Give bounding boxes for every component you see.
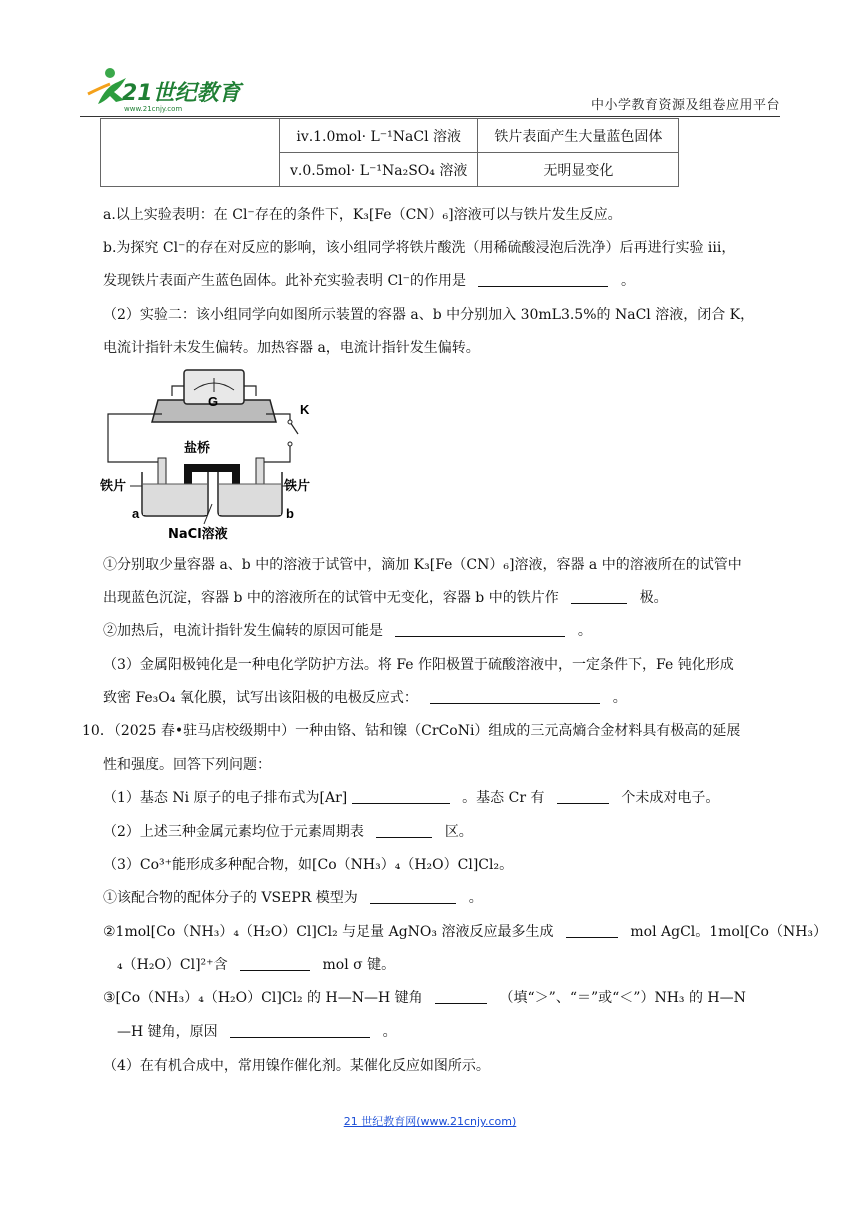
- text-line: [103, 922, 827, 942]
- text-segment: （1）基态 Ni 原子的电子排布式为[Ar]: [103, 790, 348, 806]
- answer-blank[interactable]: [571, 589, 627, 604]
- text-segment: 区。: [444, 824, 473, 840]
- solution-label: NaCl溶液: [168, 527, 228, 542]
- answer-blank[interactable]: [395, 622, 565, 637]
- text-segment: 发现铁片表面产生蓝色固体。此补充实验表明 Cl⁻的作用是: [103, 273, 467, 289]
- text-segment: ₄（H₂O）Cl]²⁺含: [117, 957, 228, 973]
- experiment-table: [100, 118, 679, 187]
- text-line: [103, 788, 719, 808]
- table-cell-solution: ⅳ.1.0mol· L⁻¹NaCl 溶液: [280, 119, 478, 153]
- text-line: ①分别取少量容器 a、b 中的溶液于试管中，滴加 K₃[Fe（CN）₆]溶液，容器 a 中的溶液所在的试管中: [103, 557, 742, 573]
- text-line: （3）金属阳极钝化是一种电化学防护方法。将 Fe 作阳极置于硫酸溶液中，一定条件下，Fe 钝化形成: [103, 657, 734, 673]
- answer-blank[interactable]: [478, 272, 608, 287]
- text-segment: 。: [382, 1024, 397, 1040]
- question-10-stem: 10．（2025 春•驻马店校级期中）一种由铬、钴和镍（CrCoNi）组成的三元高熵合金材料具有极高的延展: [82, 723, 741, 739]
- text-line: a.以上实验表明：在 Cl⁻存在的条件下，K₃[Fe（CN）₆]溶液可以与铁片发生反应。: [103, 207, 622, 223]
- answer-blank[interactable]: [230, 1023, 370, 1038]
- text-segment: ②加热后，电流计指针发生偏转的原因可能是: [103, 623, 383, 639]
- table-cell-result: 无明显变化: [478, 153, 679, 187]
- page-header: [80, 64, 780, 117]
- text-segment: mol σ 键。: [322, 957, 396, 973]
- text-line: 性和强度。回答下列问题：: [103, 757, 271, 773]
- text-segment: （填“＞”、“＝”或“＜”）NH₃ 的 H—N: [499, 990, 746, 1006]
- text-segment: 。基态 Cr 有: [462, 790, 545, 806]
- text-segment: ③[Co（NH₃）₄（H₂O）Cl]Cl₂ 的 H—N—H 键角: [103, 990, 423, 1006]
- right-plate-label: 铁片: [284, 479, 311, 494]
- text-line: [103, 588, 668, 608]
- answer-blank[interactable]: [435, 989, 487, 1004]
- text-segment: 致密 Fe₃O₄ 氧化膜，试写出该阳极的电极反应式：: [103, 690, 418, 706]
- text-segment: 。: [612, 690, 627, 706]
- table-cell-solution: ⅴ.0.5mol· L⁻¹Na₂SO₄ 溶液: [280, 153, 478, 187]
- switch-label: K: [300, 402, 310, 417]
- text-segment: 。: [577, 623, 592, 639]
- text-line: （4）在有机合成中，常用镍作催化剂。某催化反应如图所示。: [103, 1058, 490, 1074]
- text-line: [117, 955, 395, 975]
- text-line: 电流计指针未发生偏转。加热容器 a，电流计指针发生偏转。: [103, 340, 480, 356]
- text-line: [117, 1022, 397, 1042]
- text-line: [103, 822, 473, 842]
- table-row: [101, 119, 679, 153]
- logo-text: 21世纪教育: [122, 81, 241, 106]
- text-segment: 出现蓝色沉淀，容器 b 中的溶液所在的试管中无变化，容器 b 中的铁片作: [103, 590, 559, 606]
- platform-name: 中小学教育资源及组卷应用平台: [590, 98, 780, 113]
- answer-blank[interactable]: [240, 956, 310, 971]
- text-segment: 个未成对电子。: [621, 790, 720, 806]
- text-segment: ①该配合物的配体分子的 VSEPR 模型为: [103, 890, 358, 906]
- salt-bridge-label: 盐桥: [184, 441, 211, 456]
- text-segment: —H 键角，原因: [117, 1024, 218, 1040]
- answer-blank[interactable]: [566, 923, 618, 938]
- page-footer: [0, 1113, 860, 1129]
- text-line: [103, 621, 592, 641]
- table-cell-blank: [101, 119, 280, 187]
- answer-blank[interactable]: [557, 789, 609, 804]
- table-cell-result: 铁片表面产生大量蓝色固体: [478, 119, 679, 153]
- text-line: （3）Co³⁺能形成多种配合物，如[Co（NH₃）₄（H₂O）Cl]Cl₂。: [103, 857, 514, 873]
- galvanic-cell-diagram: [100, 364, 330, 544]
- text-segment: 。: [468, 890, 483, 906]
- site-logo: [80, 64, 260, 114]
- text-segment: 。: [620, 273, 635, 289]
- text-line: [103, 688, 627, 708]
- left-plate-label: 铁片: [100, 479, 127, 494]
- answer-blank[interactable]: [430, 689, 600, 704]
- container-a-label: a: [132, 506, 140, 521]
- text-line: [103, 988, 746, 1008]
- answer-blank[interactable]: [376, 823, 432, 838]
- logo-url: www.21cnjy.com: [124, 105, 183, 113]
- text-segment: （2）上述三种金属元素均位于元素周期表: [103, 824, 364, 840]
- galvanometer-label: G: [208, 394, 219, 409]
- container-b-label: b: [286, 506, 294, 521]
- answer-blank[interactable]: [352, 789, 450, 804]
- text-segment: mol AgCl。1mol[Co（NH₃）: [630, 924, 828, 940]
- text-line: [103, 271, 635, 291]
- text-line: b.为探究 Cl⁻的存在对反应的影响，该小组同学将铁片酸洗（用稀硫酸浸泡后洗净）后再进行实验 iii，: [103, 240, 736, 256]
- text-line: [103, 888, 483, 908]
- text-segment: 极。: [639, 590, 668, 606]
- text-segment: ②1mol[Co（NH₃）₄（H₂O）Cl]Cl₂ 与足量 AgNO₃ 溶液反应最多生成: [103, 924, 554, 940]
- answer-blank[interactable]: [370, 889, 456, 904]
- text-line: （2）实验二：该小组同学向如图所示装置的容器 a、b 中分别加入 30mL3.5%的 NaCl 溶液，闭合 K，: [103, 307, 755, 323]
- footer-link[interactable]: 21 世纪教育网(www.21cnjy.com): [343, 1115, 517, 1128]
